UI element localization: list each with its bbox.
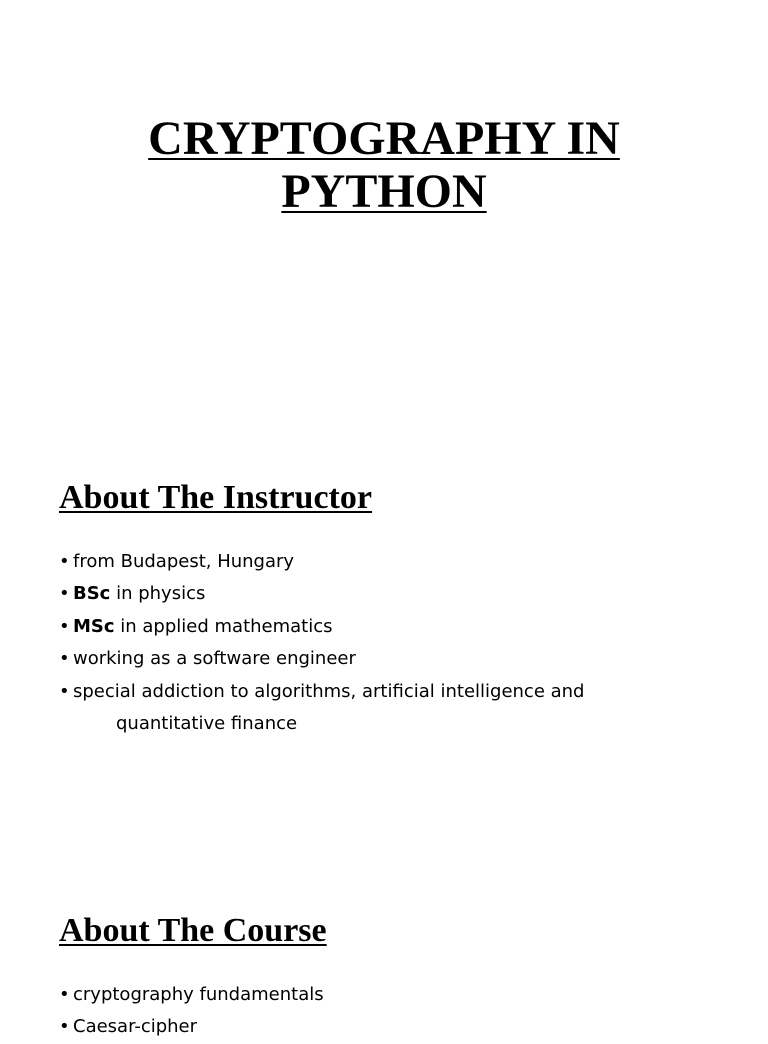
list-item-text: in physics <box>110 583 206 605</box>
list-item <box>59 643 584 675</box>
list-item-text: from Budapest, Hungary <box>73 551 295 572</box>
list-item-text: working as a software engineer <box>73 648 356 670</box>
list-item <box>59 611 584 643</box>
list-item-text: Caesar-cipher <box>73 1016 198 1038</box>
list-item <box>59 578 584 610</box>
list-item-bold: MSc <box>73 615 115 637</box>
list-item-text: quantitative finance <box>116 713 298 735</box>
list-item <box>59 979 324 1011</box>
list-item <box>59 546 584 578</box>
course-bullet-list <box>59 979 324 1044</box>
list-item-text: cryptography fundamentals <box>73 984 324 1005</box>
document-title <box>0 112 768 218</box>
list-item-bold: BSc <box>73 583 111 605</box>
list-item-continuation <box>59 708 584 740</box>
list-item <box>59 1011 324 1043</box>
list-item-text: in applied mathematics <box>114 615 333 637</box>
title-line-1: CRYPTOGRAPHY IN <box>148 112 620 165</box>
instructor-section-heading: About The Instructor <box>59 479 372 516</box>
instructor-bullet-list <box>59 546 584 740</box>
title-line-2: PYTHON <box>281 165 487 218</box>
course-section-heading: About The Course <box>59 912 327 949</box>
list-item <box>59 676 584 708</box>
list-item-text: special addiction to algorithms, artificial intelligence and <box>73 680 585 702</box>
